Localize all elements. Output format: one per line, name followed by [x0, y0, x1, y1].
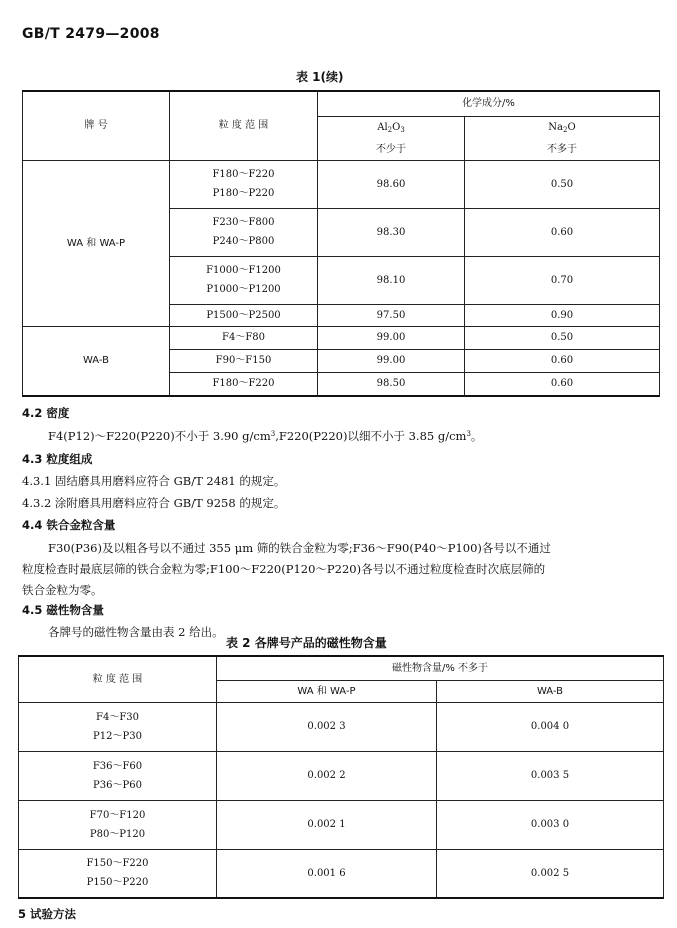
t2-wa-value: 0.002 3 — [217, 702, 437, 751]
table1-caption: 表 1(续) — [296, 70, 344, 84]
t2-grit: F4～F30 P12～P30 — [19, 702, 217, 751]
section-4-4-heading: 4.4 铁合金粒含量 — [22, 518, 116, 532]
t1-header-grit: 粒 度 范 围 — [170, 91, 318, 160]
section-4-4-text: F30(P36)及以粗各号以不通过 355 μm 筛的铁合金粒为零;F36～F90(P40～P100)各号以不通过 粒度检查时最底层筛的铁合金粒为零;F100～F220(P120～P220)各号以不通过粒度检查时次底层筛的 铁合金粒为零。 — [22, 541, 551, 597]
table2-caption: 表 2 各牌号产品的磁性物含量 — [226, 636, 387, 650]
table1-chemical-composition — [22, 90, 660, 397]
t1-na2o-value: 0.70 — [465, 256, 660, 304]
t2-header-grit: 粒 度 范 围 — [19, 656, 217, 702]
t2-grit: F70～F120 P80～P120 — [19, 800, 217, 849]
t1-na2o-value: 0.90 — [465, 304, 660, 326]
t1-grit: F180～F220 — [170, 372, 318, 396]
t1-al2o3-value: 98.30 — [318, 208, 465, 256]
t1-al2o3-value: 98.60 — [318, 160, 465, 208]
table-row — [19, 702, 664, 751]
t1-na2o-value: 0.60 — [465, 372, 660, 396]
t1-na2o-value: 0.50 — [465, 326, 660, 349]
t1-header-al2o3: $Al_2O_3$ 不少于 — [318, 116, 465, 160]
t1-brand-wa: WA 和 WA-P — [23, 160, 170, 326]
t1-grit: P1500～P2500 — [170, 304, 318, 326]
table-row — [19, 751, 664, 800]
t1-na2o-value: 0.50 — [465, 160, 660, 208]
t2-wab-value: 0.003 5 — [437, 751, 664, 800]
section-5-heading: 5 试验方法 — [18, 907, 77, 921]
table-row — [23, 160, 660, 208]
t1-header-na2o: $Na_2O$ 不多于 — [465, 116, 660, 160]
t2-grit: F150～F220 P150～P220 — [19, 849, 217, 898]
t1-al2o3-value: 97.50 — [318, 304, 465, 326]
t1-brand-wab: WA-B — [23, 326, 170, 396]
t1-al2o3-value: 98.50 — [318, 372, 465, 396]
t1-grit: F180～F220 P180～P220 — [170, 160, 318, 208]
t2-header-wab: WA-B — [437, 680, 664, 702]
t2-wab-value: 0.004 0 — [437, 702, 664, 751]
section-4-5-heading: 4.5 磁性物含量 — [22, 603, 104, 617]
section-4-3-2: 4.3.2 涂附磨具用磨料应符合 GB/T 9258 的规定。 — [22, 496, 286, 510]
t2-wa-value: 0.002 2 — [217, 751, 437, 800]
t1-header-chem: 化学成分/% — [318, 91, 660, 116]
t1-grit: F4～F80 — [170, 326, 318, 349]
table-row — [19, 849, 664, 898]
t1-na2o-value: 0.60 — [465, 208, 660, 256]
t1-al2o3-value: 98.10 — [318, 256, 465, 304]
t2-wab-value: 0.002 5 — [437, 849, 664, 898]
section-4-2-text: F4(P12)～F220(P220)不小于 3.90 $g/cm^3,F220(P220)$以细不小于 3.85 $g/cm^3$。 — [48, 429, 483, 443]
table-row — [19, 800, 664, 849]
t1-grit: F230～F800 P240～P800 — [170, 208, 318, 256]
t2-wa-value: 0.002 1 — [217, 800, 437, 849]
section-4-5-text: 各牌号的磁性物含量由表 2 给出。 — [48, 625, 224, 639]
t1-na2o-value: 0.60 — [465, 349, 660, 372]
t2-header-wa: WA 和 WA-P — [217, 680, 437, 702]
section-4-3-1: 4.3.1 固结磨具用磨料应符合 GB/T 2481 的规定。 — [22, 474, 286, 488]
t1-header-brand: 牌 号 — [23, 91, 170, 160]
table2-magnetic-content — [18, 655, 664, 899]
section-4-2-heading: 4.2 密度 — [22, 406, 70, 420]
section-4-3-heading: 4.3 粒度组成 — [22, 452, 93, 466]
t2-grit: F36～F60 P36～P60 — [19, 751, 217, 800]
standard-number: GB/T 2479—2008 — [22, 26, 160, 42]
table-row — [23, 326, 660, 349]
t1-al2o3-value: 99.00 — [318, 326, 465, 349]
t2-wab-value: 0.003 0 — [437, 800, 664, 849]
t1-al2o3-value: 99.00 — [318, 349, 465, 372]
t2-wa-value: 0.001 6 — [217, 849, 437, 898]
t1-grit: F90～F150 — [170, 349, 318, 372]
t2-header-magnetic: 磁性物含量/% 不多于 — [217, 656, 664, 680]
t1-grit: F1000～F1200 P1000～P1200 — [170, 256, 318, 304]
